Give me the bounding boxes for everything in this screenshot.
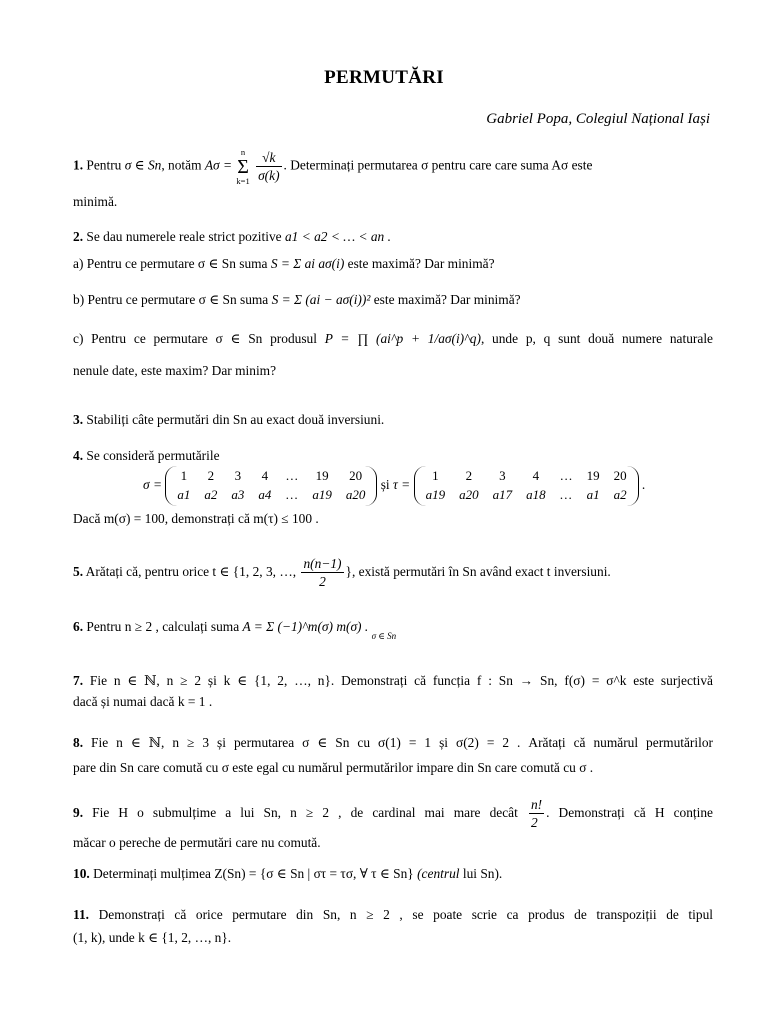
sum-lower: k=1 <box>236 175 250 186</box>
matrix-cell: 1 <box>180 468 188 484</box>
sum-formula: A = Σ (−1)^m(σ) m(σ) . <box>242 619 369 634</box>
problem-1 <box>73 148 713 210</box>
matrix-cell: 19 <box>315 468 329 484</box>
problem-number: 4. <box>73 448 84 463</box>
problem-number: 7. <box>73 673 84 688</box>
part-b-tail: este maximă? Dar minimă? <box>373 291 521 307</box>
problem-text: dacă și numai dacă k = 1 . <box>73 694 213 710</box>
problem-text: Arătați că, pentru orice t ∈ {1, 2, 3, …, <box>85 564 297 579</box>
problem-text: Se dau numerele reale strict pozitive <box>86 229 282 244</box>
problem-text: Demonstrați că orice permutare din Sn, n ≥ 2 , se poate scrie ca produs de transpoziții de tipul <box>98 907 713 922</box>
fraction <box>301 555 343 591</box>
part-c-formula: P = ∏ (ai^p + 1/aσ(i)^q) <box>324 331 481 347</box>
problem-text: Fie n ∈ ℕ, n ≥ 3 și permutarea σ ∈ Sn cu σ(1) = 1 și σ(2) = 2 . Arătați că numărul permutărilor <box>91 735 713 750</box>
problem-text: Pentru <box>86 157 122 173</box>
sigma-matrix <box>165 466 377 506</box>
sum-operator: n Σ k=1 <box>236 147 250 186</box>
matrix-cell: … <box>286 487 298 503</box>
matrix-cell: 2 <box>465 468 473 484</box>
part-a-text: a) Pentru ce permutare σ ∈ Sn suma <box>73 256 268 272</box>
conjunction: și <box>380 477 390 493</box>
matrix-cell: a2 <box>613 487 627 503</box>
matrix-cell: a18 <box>526 487 546 503</box>
problem-number: 9. <box>73 805 84 820</box>
sigma-label: σ = <box>143 477 162 493</box>
fraction <box>529 796 544 832</box>
centrul-italic: (centrul <box>417 866 460 881</box>
tau-label: τ = <box>393 477 411 493</box>
matrix-cell: a4 <box>258 487 272 503</box>
part-a-formula: S = Σ ai aσ(i) <box>270 256 345 272</box>
problem-11 <box>73 906 713 947</box>
matrix-cell: a20 <box>459 487 479 503</box>
problem-5 <box>73 555 713 591</box>
matrix-cell: a2 <box>204 487 218 503</box>
problem-text: Fie n ∈ ℕ, n ≥ 2 și k ∈ {1, 2, …, n}. Demonstrați că funcția f : Sn → Sn, f(σ) = σ^k este surjectivă <box>89 673 713 688</box>
fraction-numerator: √k <box>262 149 276 165</box>
matrix-cell: 3 <box>234 468 242 484</box>
problem-number: 8. <box>73 735 84 750</box>
matrix-cell: 2 <box>207 468 215 484</box>
problem-number: 6. <box>73 619 84 634</box>
problem-number: 3. <box>73 412 84 427</box>
fraction-denominator: 2 <box>301 572 343 590</box>
fraction-denominator: 2 <box>529 813 544 831</box>
problem-8 <box>73 734 713 777</box>
problem-text: , notăm <box>161 157 202 173</box>
problem-number: 2. <box>73 229 84 244</box>
matrix-cell: a20 <box>345 487 366 503</box>
problem-text: Dacă m(σ) = 100, demonstrați că m(τ) ≤ 100 . <box>73 511 319 527</box>
problem-number: 1. <box>73 157 84 173</box>
sum-lower: σ ∈ Sn <box>371 631 397 641</box>
problem-10 <box>73 865 713 882</box>
problem-number: 11. <box>73 907 89 922</box>
matrix-cell: a1 <box>586 487 600 503</box>
problem-3 <box>73 411 713 428</box>
problem-text: Fie H o submulțime a lui Sn, n ≥ 2 , de cardinal mai mare decât <box>92 805 518 820</box>
problem-2 <box>73 228 713 379</box>
fraction-numerator: n(n−1) <box>303 556 342 571</box>
part-a-tail: este maximă? Dar minimă? <box>347 256 495 272</box>
problem-text: Se consideră permutările <box>86 448 220 463</box>
problem-text: . Determinați permutarea σ pentru care care suma Aσ este <box>283 157 593 173</box>
matrix-cell: 20 <box>349 468 363 484</box>
part-b-formula: S = Σ (ai − aσ(i))² <box>271 291 371 307</box>
document-title: PERMUTĂRI <box>324 67 444 88</box>
matrix-cell: … <box>285 468 299 484</box>
matrix-cell: 3 <box>499 468 506 484</box>
problem-text: lui Sn). <box>462 866 503 881</box>
matrix-cell: a17 <box>492 487 513 503</box>
problem-text: Pentru n ≥ 2 , calculați suma <box>86 619 240 634</box>
problem-7 <box>73 672 713 711</box>
problem-text: Stabiliți câte permutări din Sn au exact două inversiuni. <box>86 412 385 427</box>
part-c-text: c) Pentru ce permutare σ ∈ Sn produsul <box>73 331 317 347</box>
fraction-denominator: σ(k) <box>258 168 280 183</box>
fraction-numerator: n! <box>530 797 543 812</box>
math-inline: a1 < a2 < … < an . <box>284 229 391 244</box>
matrix-cell: a19 <box>312 487 332 503</box>
problem-6 <box>73 618 713 643</box>
problem-number: 5. <box>73 564 84 579</box>
problem-text: pare din Sn care comută cu σ este egal cu numărul permutărilor impare din Sn care comută cu σ . <box>73 760 594 776</box>
tau-matrix <box>414 466 639 506</box>
problem-text: Determinați mulțimea Z(Sn) = {σ ∈ Sn | στ = τσ, ∀ τ ∈ Sn} <box>93 866 414 881</box>
matrix-cell: a19 <box>425 487 446 503</box>
part-b-text: b) Pentru ce permutare σ ∈ Sn suma <box>73 291 269 307</box>
matrix-cell: a1 <box>177 487 191 503</box>
problem-text: . Demonstrați că H conține <box>546 805 713 820</box>
problem-text: măcar o pereche de permutări care nu comută. <box>73 834 321 850</box>
matrix-cell: 20 <box>613 468 627 484</box>
problem-number: 10. <box>73 866 90 881</box>
matrix-cell: 4 <box>532 468 540 484</box>
matrix-cell: 1 <box>432 468 439 484</box>
part-c-tail2: nenule date, este maxim? Dar minim? <box>73 362 277 378</box>
formula-lhs: Aσ = <box>204 157 233 173</box>
matrix-cell: 19 <box>586 468 600 484</box>
part-c-tail: , unde p, q sunt două numere naturale <box>480 331 713 347</box>
matrix-cell: … <box>560 487 572 503</box>
problem-text: }, există permutări în Sn având exact t inversiuni. <box>345 564 611 579</box>
problem-text: (1, k), unde k ∈ {1, 2, …, n}. <box>73 930 232 946</box>
problem-9 <box>73 796 713 851</box>
fraction <box>256 149 281 185</box>
math-inline: σ ∈ Sn <box>124 157 162 173</box>
matrix-cell: a3 <box>231 487 245 503</box>
problem-text: minimă. <box>73 194 118 209</box>
problem-4: 4. Se consideră permutările σ = 1 2 3 4 … 19 20 a1 a2 a3 a4 … a19 a20 și τ = 1 2 3 4 … 19 20 a19 a20 a17 a18 … a1 a2 . Dacă m(σ) = 100, demonstrați că m(τ) ≤ 100 . <box>73 447 713 528</box>
matrix-cell: 4 <box>261 468 269 484</box>
sum-upper: n <box>240 147 246 157</box>
matrix-cell: … <box>559 468 573 484</box>
author-line: Gabriel Popa, Colegiul Național Iași <box>486 111 710 127</box>
